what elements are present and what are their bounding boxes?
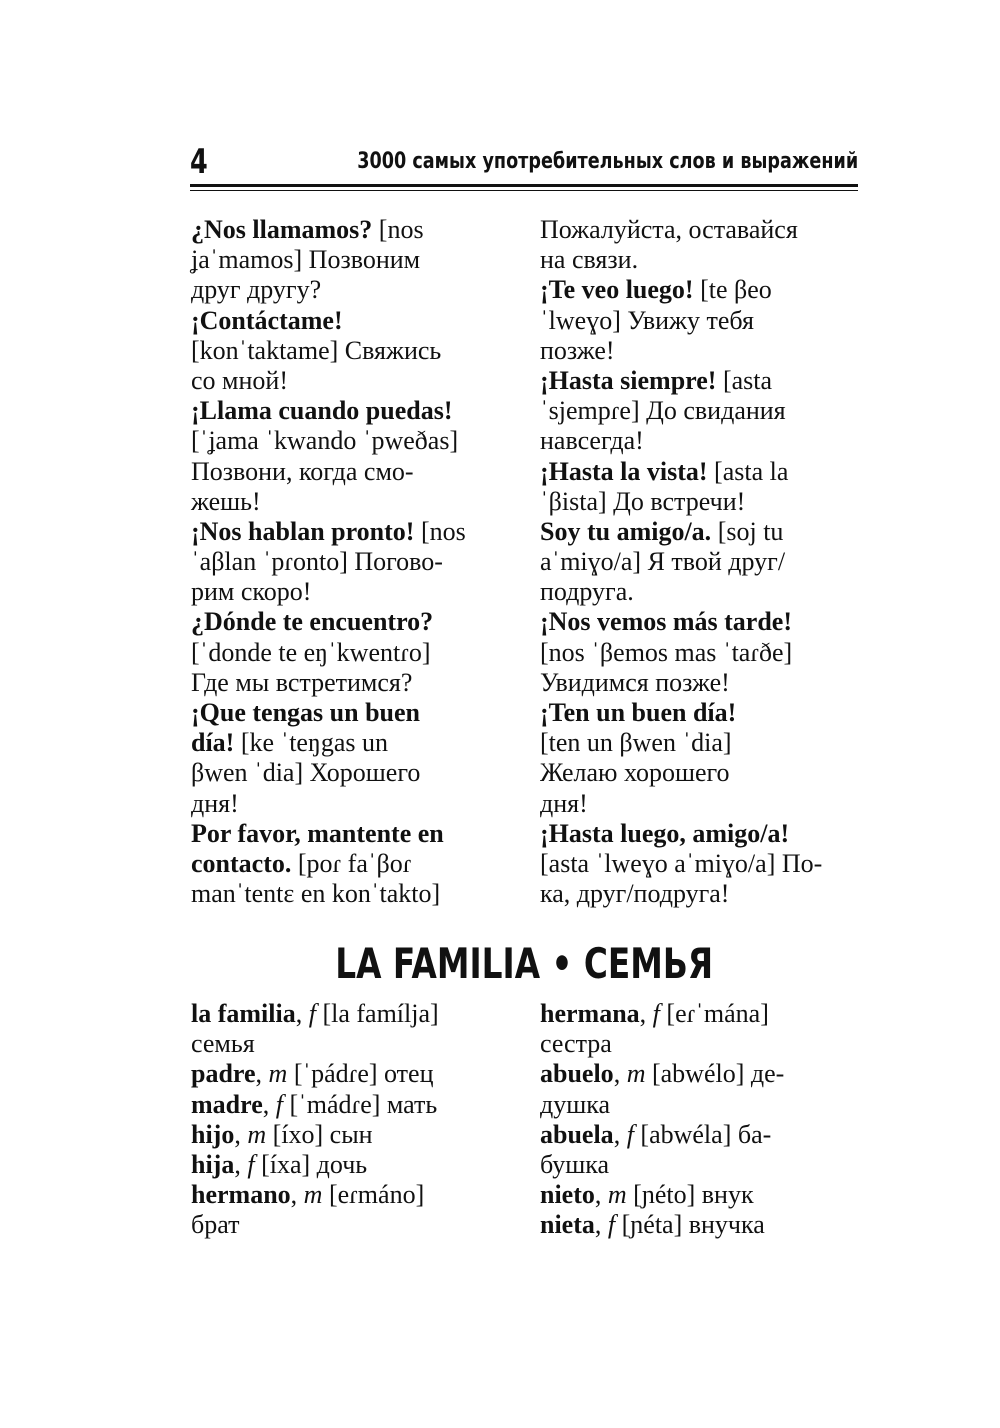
- entry-text: [eɾmáno]: [322, 1180, 425, 1210]
- text-line: [191, 487, 511, 517]
- headword: nieto: [540, 1180, 595, 1210]
- gender-mark: m: [303, 1180, 323, 1210]
- entry-text: [ˈdonde te eŋˈkwentɾo]: [191, 637, 431, 667]
- entry-text: [íxo] сын: [266, 1119, 373, 1149]
- text-line: [540, 1029, 860, 1059]
- entry-text: Позвони, когда смо-: [191, 456, 414, 486]
- text-line: [191, 819, 511, 849]
- entry-text: [nos ˈβemos mas ˈtaɾðe]: [540, 637, 793, 667]
- gender-mark: m: [626, 1059, 646, 1089]
- entry-text: дня!: [191, 788, 239, 818]
- headword: ¡Hasta siempre!: [540, 365, 717, 395]
- entry-text: [asta la: [707, 456, 789, 486]
- text-line: [540, 728, 860, 758]
- headword: Soy tu amigo/a.: [540, 516, 712, 546]
- text-line: [191, 758, 511, 788]
- entry-text: ,: [290, 1180, 304, 1210]
- headword: abuelo: [540, 1059, 614, 1089]
- entry-text: со мной!: [191, 365, 288, 395]
- entry-text: душка: [540, 1089, 611, 1119]
- entry-text: ,: [594, 1180, 608, 1210]
- entry-text: семья: [191, 1029, 255, 1059]
- entry-text: ,: [613, 1119, 627, 1149]
- text-line: [540, 999, 860, 1029]
- text-line: [191, 849, 511, 879]
- text-line: [540, 396, 860, 426]
- entry-text: ˈsjempɾe] До свидания: [540, 396, 786, 426]
- entry-text: [konˈtaktame] Свяжись: [191, 335, 442, 365]
- text-line: [540, 698, 860, 728]
- text-line: [191, 1029, 511, 1059]
- text-line: [540, 789, 860, 819]
- text-line: [540, 426, 860, 456]
- text-line: [540, 1059, 860, 1089]
- headword: Por favor, mantente en: [191, 818, 444, 848]
- headword: ¡Nos hablan pronto!: [191, 516, 415, 546]
- text-line: [191, 1150, 511, 1180]
- section-heading: [190, 938, 858, 990]
- text-line: [540, 879, 860, 909]
- text-line: [540, 1090, 860, 1120]
- text-line: [191, 728, 511, 758]
- headword: ¡Nos vemos más tarde!: [540, 607, 793, 637]
- entry-text: [poɾ faˈβoɾ: [291, 848, 412, 878]
- text-line: [540, 668, 860, 698]
- entry-text: [ɲéta] внучка: [615, 1210, 765, 1240]
- entry-text: [nos: [372, 215, 424, 244]
- text-line: [191, 999, 511, 1029]
- entry-text: ка, друг/подруга!: [540, 879, 730, 909]
- entry-text: брат: [191, 1210, 240, 1240]
- headword: la familia: [191, 999, 296, 1028]
- entry-text: [ˈʝama ˈkwando ˈpweðas]: [191, 426, 459, 456]
- headword: día!: [191, 728, 235, 758]
- gender-mark: f: [275, 1089, 283, 1119]
- headword: ¡Contáctame!: [191, 305, 343, 335]
- headword: nieta: [540, 1210, 595, 1240]
- headword: ¡Que tengas un buen: [191, 698, 420, 727]
- text-line: [191, 698, 511, 728]
- entry-text: ,: [594, 1210, 608, 1240]
- entry-text: на связи.: [540, 245, 639, 275]
- text-line: [191, 668, 511, 698]
- entry-text: друг другу?: [191, 275, 322, 305]
- entry-text: [abwéla] ба-: [633, 1119, 772, 1149]
- text-line: [191, 245, 511, 275]
- entry-text: ʝaˈmamos] Позвоним: [191, 245, 421, 275]
- headword: madre: [191, 1089, 263, 1119]
- headword: hermana: [540, 999, 640, 1028]
- text-line: [540, 245, 860, 275]
- text-line: [191, 426, 511, 456]
- entry-text: позже!: [540, 335, 615, 365]
- text-line: [540, 638, 860, 668]
- entry-text: бушка: [540, 1149, 610, 1179]
- text-line: [540, 336, 860, 366]
- vocab-left-column: [191, 999, 511, 1241]
- headword: ¡Ten un buen día!: [540, 698, 737, 727]
- text-line: [191, 275, 511, 305]
- gender-mark: f: [247, 1149, 255, 1179]
- entry-text: [eɾˈmána]: [659, 999, 769, 1028]
- text-line: [540, 275, 860, 305]
- entry-text: ,: [295, 999, 309, 1028]
- text-line: [191, 366, 511, 396]
- entry-text: ,: [255, 1059, 269, 1089]
- text-line: [191, 1210, 511, 1240]
- text-line: [191, 1090, 511, 1120]
- header-rule-thin: [190, 190, 858, 191]
- entry-text: ˈβista] До встречи!: [540, 486, 746, 516]
- entry-text: manˈtentɛ en konˈtakto]: [191, 879, 441, 909]
- entry-text: жешь!: [191, 486, 261, 516]
- gender-mark: f: [652, 999, 660, 1028]
- entry-text: рим скоро!: [191, 577, 312, 607]
- entry-text: [te βeo: [693, 275, 772, 305]
- vocab-right-column: [540, 999, 860, 1241]
- entry-text: [ɲéto] внук: [626, 1180, 754, 1210]
- section-title: LA FAMILIA • СЕМЬЯ: [335, 939, 713, 988]
- text-line: [540, 758, 860, 788]
- headword: ¡Hasta la vista!: [540, 456, 708, 486]
- text-line: [191, 547, 511, 577]
- gender-mark: f: [626, 1119, 634, 1149]
- entry-text: навсегда!: [540, 426, 644, 456]
- entry-text: ˈlweɣo] Увижу тебя: [540, 305, 754, 335]
- text-line: [191, 306, 511, 336]
- text-line: [191, 577, 511, 607]
- headword: ¡Llama cuando puedas!: [191, 396, 453, 426]
- text-line: [191, 1059, 511, 1089]
- text-line: [191, 336, 511, 366]
- gender-mark: f: [607, 1210, 616, 1240]
- entry-text: [nos: [414, 516, 466, 546]
- text-line: [191, 879, 511, 909]
- entry-text: [asta: [716, 365, 773, 395]
- text-line: [540, 215, 860, 245]
- text-line: [540, 517, 860, 547]
- entry-text: [soj tu: [711, 516, 784, 546]
- entry-text: дня!: [540, 788, 588, 818]
- entry-text: Желаю хорошего: [540, 758, 730, 788]
- entry-text: [ke ˈteŋgas un: [234, 728, 388, 758]
- headword: contacto.: [191, 848, 292, 878]
- text-line: [191, 1120, 511, 1150]
- entry-text: Где мы встретимся?: [191, 667, 413, 697]
- text-line: [540, 1180, 860, 1210]
- text-line: [191, 638, 511, 668]
- entry-text: Пожалуйста, оставайся: [540, 215, 798, 244]
- entry-text: [ten un βwen ˈdia]: [540, 728, 732, 758]
- page-header: [190, 140, 858, 184]
- text-line: [540, 306, 860, 336]
- gender-mark: m: [268, 1059, 288, 1089]
- entry-text: [ˈpádɾe] отец: [287, 1059, 434, 1089]
- text-line: [540, 366, 860, 396]
- entry-text: [abwélo] де-: [645, 1059, 785, 1089]
- entry-text: ,: [613, 1059, 627, 1089]
- text-line: [540, 607, 860, 637]
- headword: ¿Dónde te encuentro?: [191, 607, 434, 637]
- phrases-right-column: [540, 215, 860, 909]
- headword: hijo: [191, 1119, 235, 1149]
- entry-text: [íxa] дочь: [254, 1149, 368, 1179]
- text-line: [191, 1180, 511, 1210]
- text-line: [540, 547, 860, 577]
- text-line: [540, 849, 860, 879]
- text-line: [191, 396, 511, 426]
- entry-text: ,: [262, 1089, 276, 1119]
- entry-text: ˈaβlan ˈpɾonto] Погово-: [191, 547, 443, 577]
- gender-mark: m: [607, 1180, 627, 1210]
- entry-text: [ˈmádɾe] мать: [282, 1089, 438, 1119]
- text-line: [540, 1210, 860, 1240]
- text-line: [540, 577, 860, 607]
- running-title: 3000 самых употребительных слов и выражений: [357, 149, 858, 174]
- entry-text: aˈmiɣo/a] Я твой друг/: [540, 547, 786, 577]
- text-line: [540, 819, 860, 849]
- entry-text: ,: [234, 1119, 248, 1149]
- text-line: [191, 517, 511, 547]
- page-number: 4: [190, 142, 208, 182]
- entry-text: [la famílja]: [315, 999, 439, 1028]
- text-line: [540, 457, 860, 487]
- gender-mark: f: [308, 999, 316, 1028]
- headword: padre: [191, 1059, 256, 1089]
- headword: hermano: [191, 1180, 291, 1210]
- entry-text: [asta ˈlweɣo aˈmiɣo/a] По-: [540, 848, 823, 878]
- phrases-left-column: [191, 215, 511, 909]
- entry-text: ,: [639, 999, 653, 1028]
- entry-text: ,: [234, 1149, 248, 1179]
- text-line: [540, 1120, 860, 1150]
- text-line: [540, 1150, 860, 1180]
- text-line: [540, 487, 860, 517]
- headword: ¿Nos llamamos?: [191, 215, 373, 244]
- headword: ¡Te veo luego!: [540, 275, 694, 305]
- entry-text: Увидимся позже!: [540, 667, 730, 697]
- entry-text: сестра: [540, 1029, 612, 1059]
- headword: abuela: [540, 1119, 614, 1149]
- text-line: [191, 215, 511, 245]
- entry-text: подруга.: [540, 577, 634, 607]
- header-rule: [190, 184, 858, 187]
- text-line: [191, 789, 511, 819]
- text-line: [191, 457, 511, 487]
- headword: ¡Hasta luego, amigo/a!: [540, 818, 790, 848]
- headword: hija: [191, 1149, 235, 1179]
- entry-text: βwen ˈdia] Хорошего: [191, 758, 421, 788]
- text-line: [191, 607, 511, 637]
- gender-mark: m: [247, 1119, 267, 1149]
